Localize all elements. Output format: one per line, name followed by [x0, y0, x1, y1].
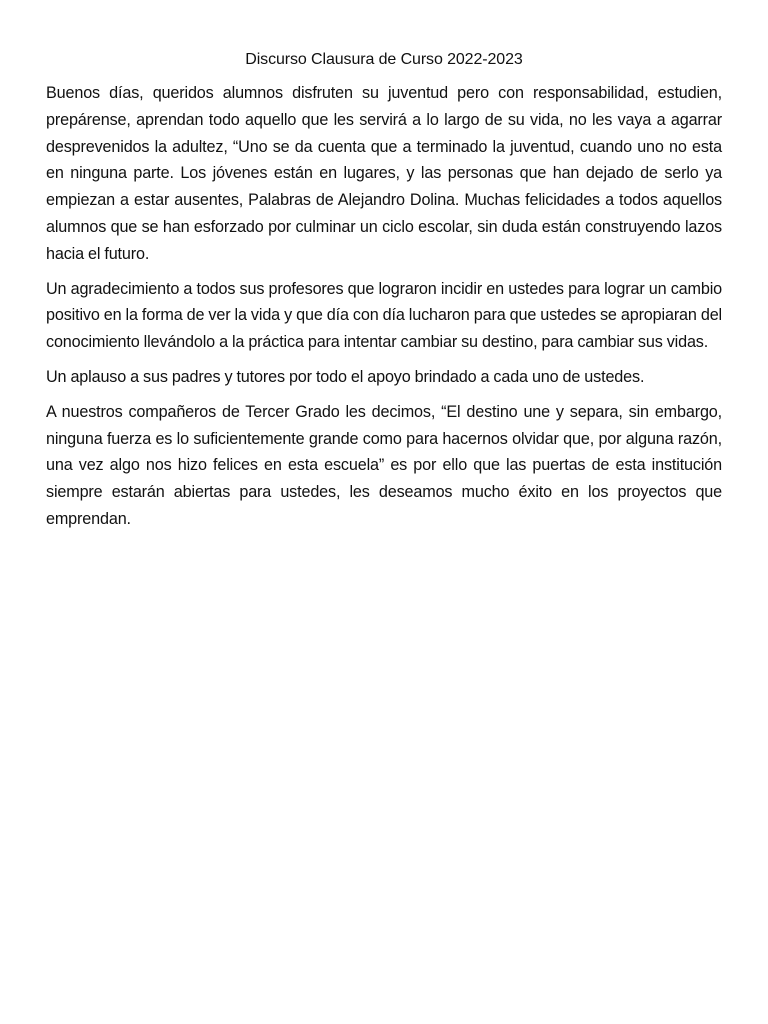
- paragraph-1: Buenos días, queridos alumnos disfruten su juventud pero con responsabilidad, estudien, prepárense, aprendan todo aquello que les servirá a lo largo de su vida, no les vaya a agarrar desprevenidos la adultez, “Uno se da cuenta que a terminado la juventud, cuando uno no esta en ninguna parte. Los jóvenes están en lugares, y las personas que han dejado de serlo ya empiezan a estar ausentes, Palabras de Alejandro Dolina. Muchas felicidades a todos aquellos alumnos que se han esforzado por culminar un ciclo escolar, sin duda están construyendo lazos hacia el futuro.: [46, 84, 722, 263]
- paragraph-3: Un aplauso a sus padres y tutores por todo el apoyo brindado a cada uno de ustedes.: [46, 367, 645, 386]
- paragraph-2: Un agradecimiento a todos sus profesores que lograron incidir en ustedes para lograr un cambio positivo en la forma de ver la vida y que día con día lucharon para que ustedes se apropiaran del conocimiento llevándolo a la práctica para intentar cambiar su destino, para cambiar sus vidas.: [46, 279, 722, 352]
- document-body: [46, 48, 722, 541]
- paragraph-4: A nuestros compañeros de Tercer Grado les decimos, “El destino une y separa, sin embargo, ninguna fuerza es lo suficientemente grande como para hacernos olvidar que, por alguna razón, una vez algo nos hizo felices en esta escuela” es por ello que las puertas de esta institución siempre estarán abiertas para ustedes, les deseamos mucho éxito en los proyectos que emprendan.: [46, 402, 722, 528]
- document-title: Discurso Clausura de Curso 2022-2023: [245, 51, 523, 68]
